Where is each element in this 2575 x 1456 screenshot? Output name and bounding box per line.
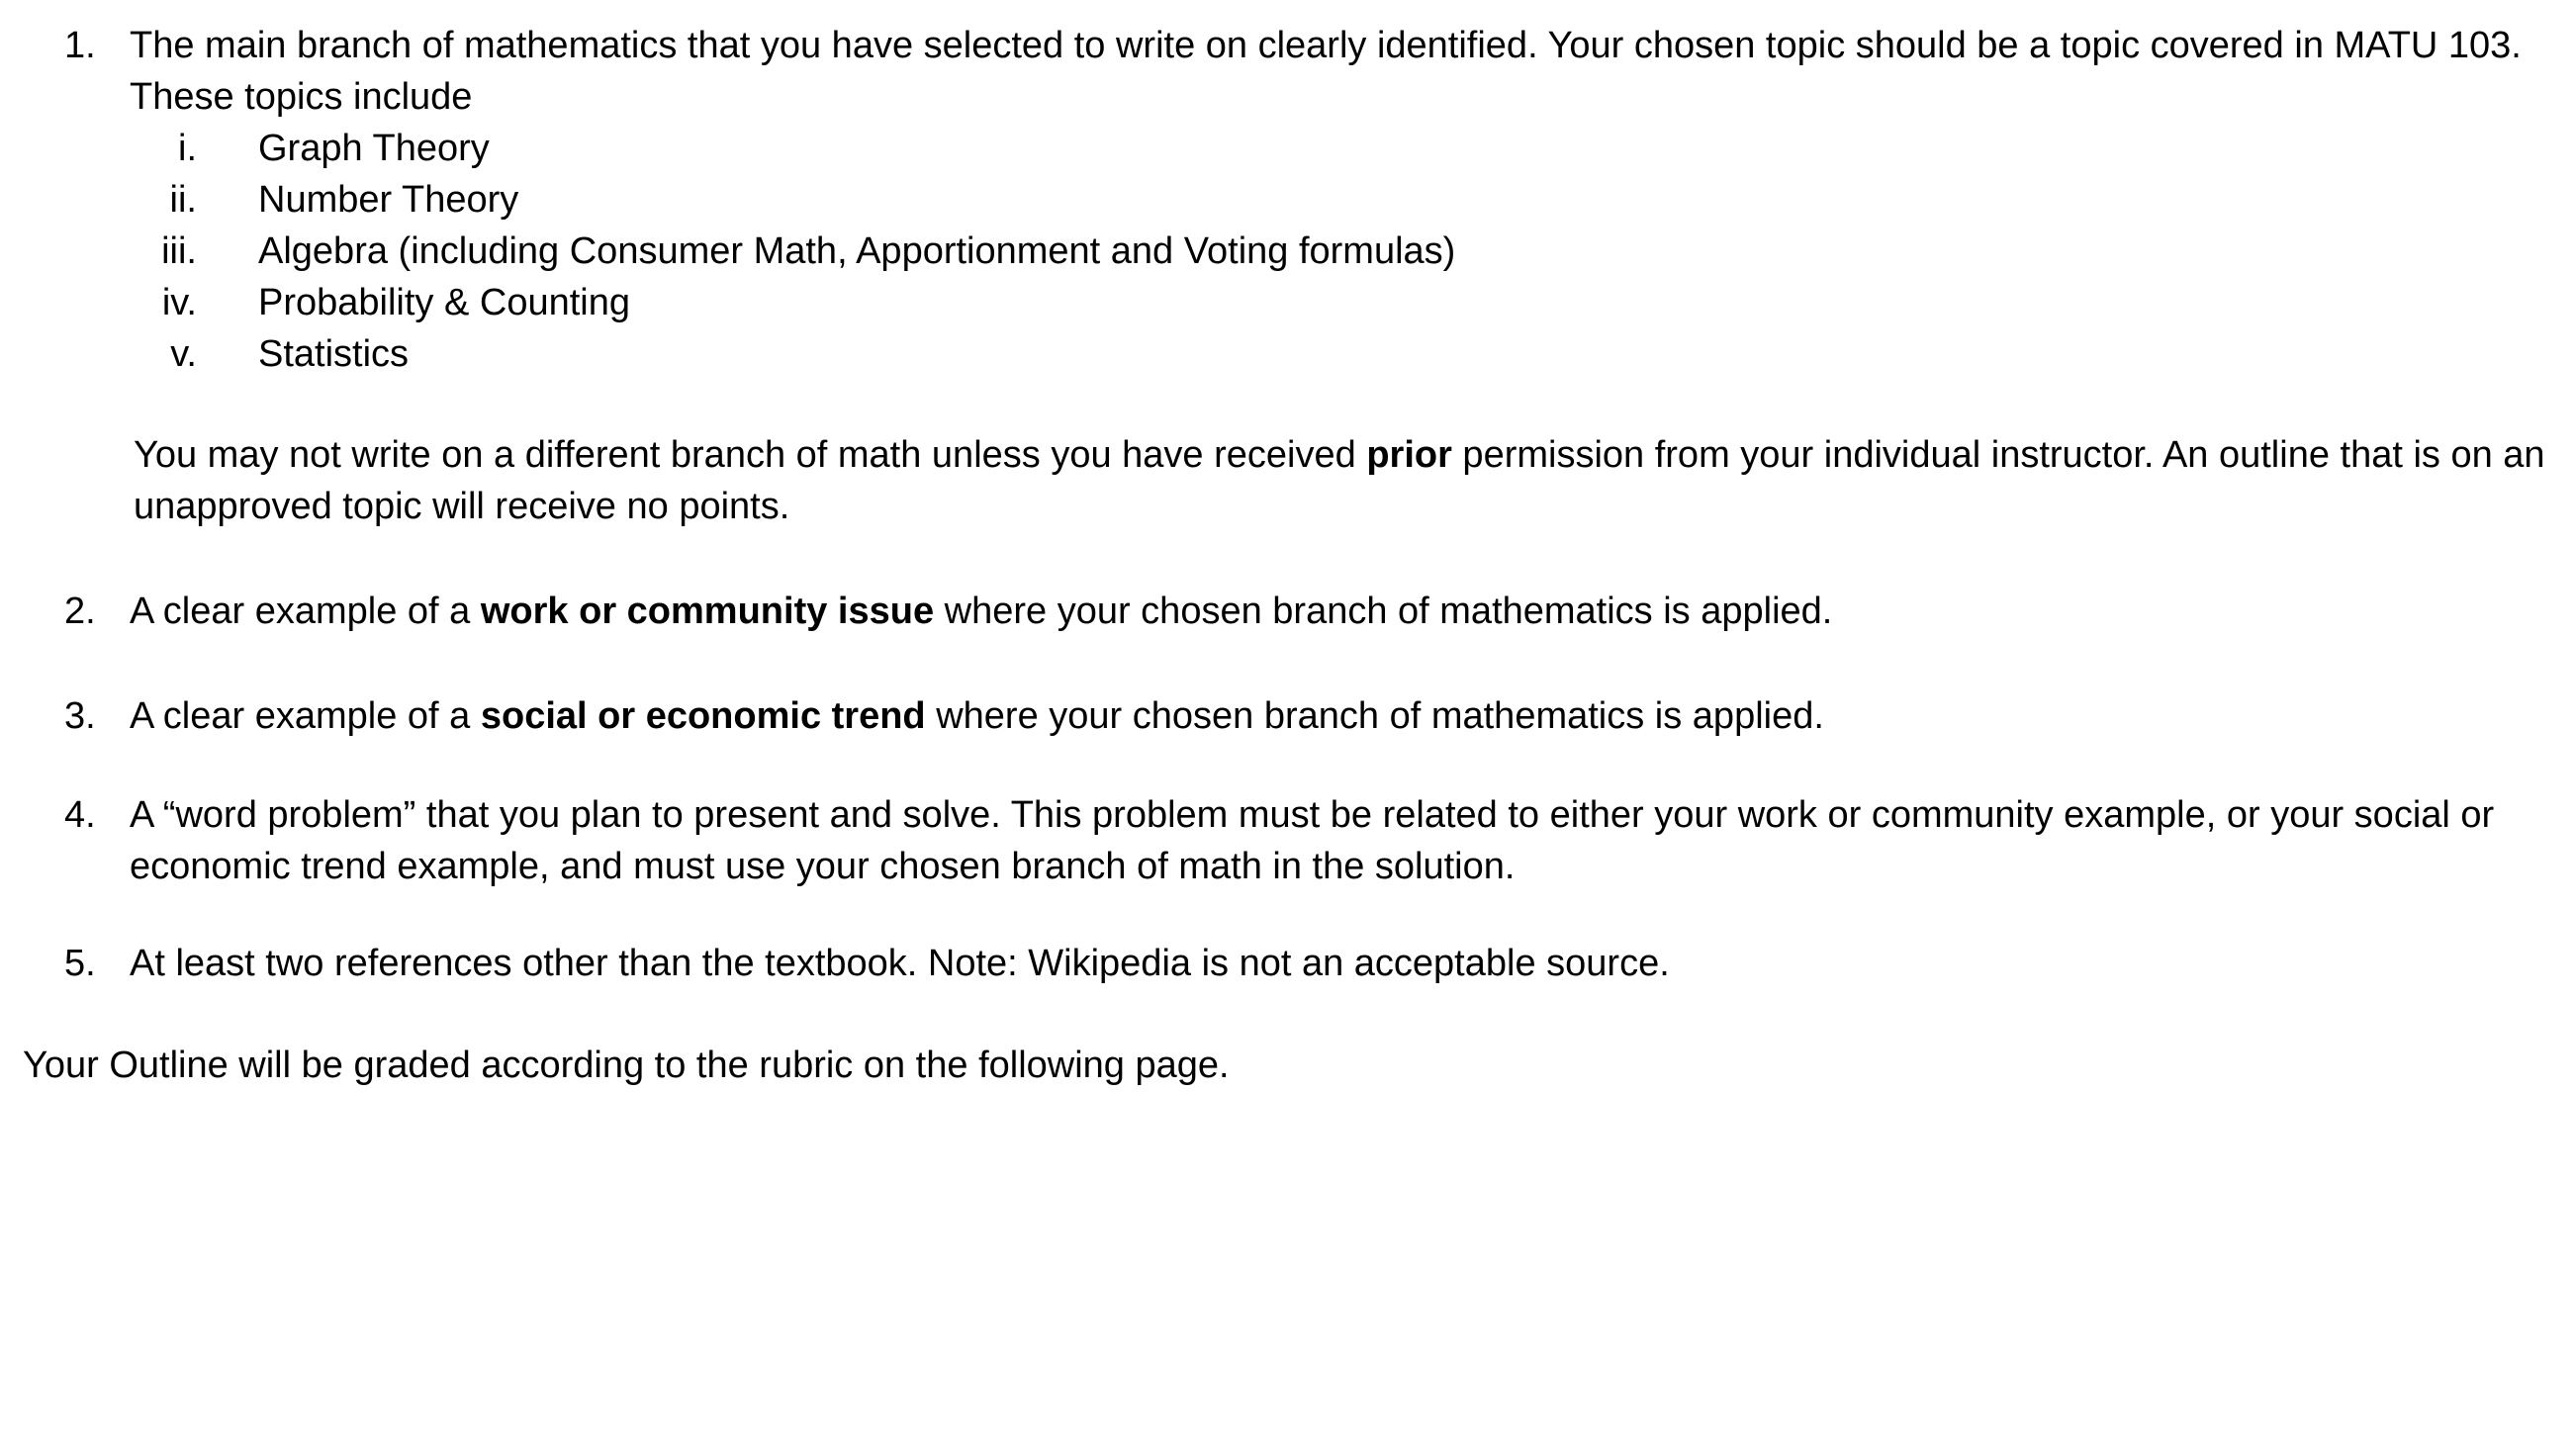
note-bold-text: prior: [1366, 434, 1452, 476]
topic-item: [130, 226, 1613, 277]
topic-label: Algebra (including Consumer Math, Apportionment and Voting formulas): [258, 230, 1456, 272]
topic-label: Statistics: [258, 333, 410, 375]
topic-numeral: iv.: [161, 282, 197, 323]
topic-label: Graph Theory: [258, 128, 490, 169]
item-text: At least two references other than the textbook. Note: Wikipedia is not an acceptable source.: [130, 943, 1670, 984]
item-bold-text: social or economic trend: [480, 695, 926, 737]
topic-numeral: i.: [178, 128, 197, 169]
item-text-after: where your chosen branch of mathematics is applied.: [934, 591, 1833, 632]
item-number: 3.: [64, 695, 96, 737]
topic-numeral: v.: [170, 333, 197, 375]
topic-item: [130, 123, 1613, 174]
item-text: [130, 690, 2560, 742]
item-number: 5.: [64, 943, 96, 984]
topics-list: [130, 123, 1613, 380]
item-text: [130, 586, 2560, 637]
item-number: 4.: [64, 794, 96, 836]
topic-item: [130, 277, 1613, 328]
topic-label: Number Theory: [258, 179, 519, 221]
topic-numeral: iii.: [161, 230, 197, 272]
item-number: 2.: [64, 591, 96, 632]
topic-item: [130, 174, 1613, 226]
item-text: A “word problem” that you plan to present and solve. This problem must be related to either your work or community example, or your social or economic trend example, and must use your chosen branch of math in the solution.: [130, 794, 2495, 887]
item-number: 1.: [64, 25, 96, 66]
grading-note: Your Outline will be graded according to the rubric on the following page.: [23, 1045, 1230, 1086]
item-text-before: A clear example of a: [130, 591, 481, 632]
note-text-after: permission from your individual instructor. An outline that is on an unapproved topic will receive no points.: [134, 434, 2545, 527]
item-text: The main branch of mathematics that you have selected to write on clearly identified. Your chosen topic should be a topic covered in MATU 103. These topics include: [130, 25, 2522, 118]
topic-label: Probability & Counting: [258, 282, 630, 323]
topic-item: [130, 328, 1613, 380]
item-bold-text: work or community issue: [480, 591, 935, 632]
topic-numeral: ii.: [169, 179, 197, 221]
item-text-before: A clear example of a: [130, 695, 481, 737]
item-text-after: where your chosen branch of mathematics is applied.: [925, 695, 1824, 737]
topic-restriction-note: [134, 429, 2557, 532]
note-text-before: You may not write on a different branch of math unless you have received: [134, 434, 1367, 476]
